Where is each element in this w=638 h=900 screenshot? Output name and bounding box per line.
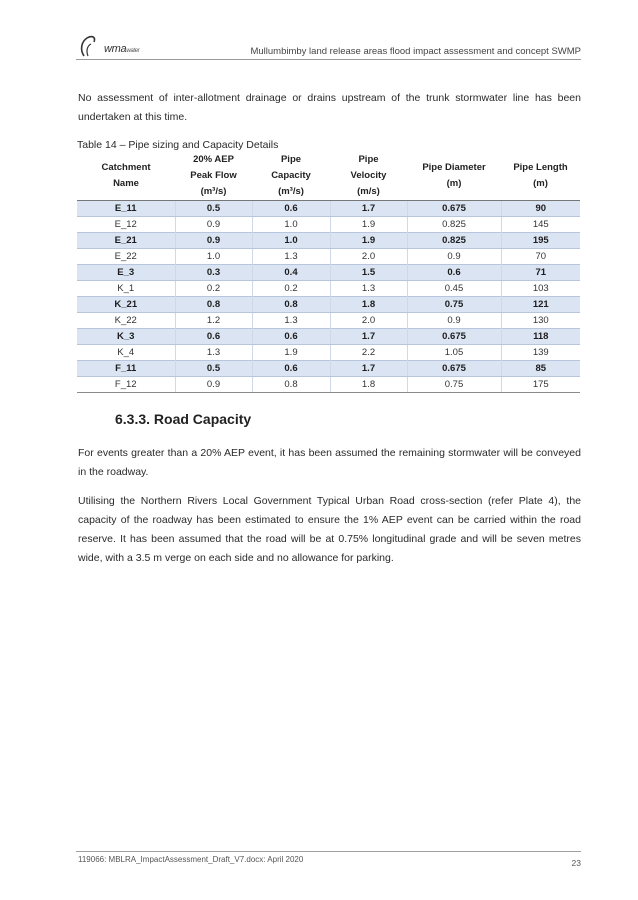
cell-catchment-name: E_11 xyxy=(77,201,175,217)
cell-peak-flow: 0.2 xyxy=(175,281,252,297)
header-peak-flow xyxy=(175,152,252,201)
cell-pipe-velocity: 1.9 xyxy=(330,233,407,249)
header-line: (m³/s) xyxy=(278,186,304,197)
header-pipe-diameter xyxy=(407,152,501,201)
cell-pipe-velocity: 1.9 xyxy=(330,217,407,233)
cell-peak-flow: 0.9 xyxy=(175,377,252,393)
cell-catchment-name: K_21 xyxy=(77,297,175,313)
cell-pipe-diameter: 0.75 xyxy=(407,377,501,393)
cell-catchment-name: K_4 xyxy=(77,345,175,361)
section-heading: 6.3.3. Road Capacity xyxy=(115,411,252,427)
cell-peak-flow: 0.6 xyxy=(175,329,252,345)
cell-pipe-diameter: 1.05 xyxy=(407,345,501,361)
cell-pipe-length: 103 xyxy=(532,283,549,294)
intro-paragraph: No assessment of inter-allotment drainage or drains upstream of the trunk stormwater line has been undertaken at this time. xyxy=(78,92,581,123)
cell-catchment-name: E_22 xyxy=(77,249,175,265)
footer-document-info: 119066: MBLRA_ImpactAssessment_Draft_V7.docx: April 2020 xyxy=(78,855,304,864)
header-line: Pipe xyxy=(280,154,302,165)
cell-peak-flow: 1.3 xyxy=(175,345,252,361)
cell-pipe-diameter: 0.825 xyxy=(407,233,501,249)
cell-peak-flow: 0.9 xyxy=(175,217,252,233)
header-catchment-name xyxy=(77,152,175,201)
page-number: 23 xyxy=(571,858,581,868)
table-row xyxy=(77,217,580,233)
table-row xyxy=(77,377,580,393)
cell-pipe-diameter: 0.6 xyxy=(407,265,501,281)
cell-pipe-velocity: 1.8 xyxy=(330,377,407,393)
table-row xyxy=(77,201,580,217)
cell-pipe-diameter: 0.675 xyxy=(407,329,501,345)
cell-pipe-velocity: 1.7 xyxy=(330,329,407,345)
cell-catchment-name: E_12 xyxy=(77,217,175,233)
cell-pipe-length: 175 xyxy=(501,377,580,393)
cell-pipe-diameter: 0.825 xyxy=(407,217,501,233)
cell-pipe-capacity: 1.0 xyxy=(252,217,330,233)
cell-pipe-capacity: 0.4 xyxy=(252,265,330,281)
cell-pipe-capacity: 0.6 xyxy=(252,329,330,345)
table-row xyxy=(77,297,580,313)
header-pipe-length xyxy=(501,152,580,201)
table-body xyxy=(77,201,580,393)
cell-pipe-length: 85 xyxy=(501,361,580,377)
cell-catchment-name: F_11 xyxy=(77,361,175,377)
road-capacity-paragraph-2: Utilising the Northern Rivers Local Government Typical Urban Road cross-section (refer Plate 4), the capacity of the roadway has been estimated to ensure the 1% AEP event can be carried within the road reserve. It has been assumed that the road will be at 0.75% longitudinal grade and will be seven metres wide, with a 3.5 m verge on each side and no allowance for parking. xyxy=(78,495,581,564)
cell-pipe-length: 145 xyxy=(532,219,549,230)
cell-pipe-capacity: 1.0 xyxy=(252,233,330,249)
header-line: Pipe Length xyxy=(513,162,568,173)
cell-catchment-name: F_12 xyxy=(77,377,175,393)
header-pipe-capacity xyxy=(252,152,330,201)
cell-pipe-capacity: 0.2 xyxy=(252,281,330,297)
table-row xyxy=(77,233,580,249)
cell-pipe-capacity: 0.6 xyxy=(252,201,330,217)
header-line: Name xyxy=(113,178,139,189)
cell-pipe-length: 139 xyxy=(532,347,549,358)
cell-pipe-capacity: 1.3 xyxy=(252,249,330,265)
cell-pipe-length: 130 xyxy=(532,315,549,326)
table-row xyxy=(77,249,580,265)
logo-sub-text: water xyxy=(126,48,140,54)
cell-peak-flow: 0.5 xyxy=(175,361,252,377)
header-line: (m) xyxy=(533,178,548,189)
cell-peak-flow: 0.5 xyxy=(175,201,252,217)
header-line: Pipe Diameter xyxy=(422,162,486,173)
header-line: Velocity xyxy=(350,170,387,181)
table-row xyxy=(77,345,580,361)
cell-pipe-capacity: 0.8 xyxy=(252,297,330,313)
header-line: Capacity xyxy=(271,170,311,181)
cell-pipe-diameter: 0.45 xyxy=(407,281,501,297)
road-capacity-paragraph-1: For events greater than a 20% AEP event, it has been assumed the remaining stormwater will be conveyed in the roadway. xyxy=(78,447,581,478)
cell-pipe-length: 195 xyxy=(501,233,580,249)
header-line: (m/s) xyxy=(357,186,380,197)
cell-pipe-diameter: 0.675 xyxy=(407,361,501,377)
cell-pipe-length: 90 xyxy=(501,201,580,217)
cell-peak-flow: 0.9 xyxy=(175,233,252,249)
header-divider xyxy=(76,59,581,60)
cell-pipe-diameter: 0.9 xyxy=(407,313,501,329)
cell-pipe-velocity: 1.7 xyxy=(330,361,407,377)
header-title: Mullumbimby land release areas flood impact assessment and concept SWMP xyxy=(250,46,581,57)
cell-pipe-diameter: 0.675 xyxy=(407,201,501,217)
cell-catchment-name: K_3 xyxy=(77,329,175,345)
cell-pipe-velocity: 2.0 xyxy=(330,249,407,265)
cell-pipe-length: 71 xyxy=(501,265,580,281)
table-row xyxy=(77,361,580,377)
cell-pipe-capacity: 1.9 xyxy=(252,345,330,361)
cell-pipe-velocity: 1.3 xyxy=(330,281,407,297)
cell-peak-flow: 0.8 xyxy=(175,297,252,313)
cell-pipe-diameter: 0.9 xyxy=(407,249,501,265)
cell-pipe-velocity: 2.0 xyxy=(330,313,407,329)
table-row xyxy=(77,329,580,345)
cell-pipe-capacity: 0.6 xyxy=(252,361,330,377)
cell-catchment-name: E_3 xyxy=(77,265,175,281)
cell-catchment-name: K_1 xyxy=(77,281,175,297)
header-line: (m) xyxy=(446,178,462,189)
cell-pipe-velocity: 1.7 xyxy=(330,201,407,217)
cell-pipe-velocity: 1.8 xyxy=(330,297,407,313)
cell-pipe-length: 70 xyxy=(535,251,547,262)
cell-peak-flow: 1.2 xyxy=(175,313,252,329)
pipe-sizing-table xyxy=(77,152,580,393)
cell-peak-flow: 1.0 xyxy=(175,249,252,265)
cell-pipe-capacity: 0.8 xyxy=(252,377,330,393)
table-header-row xyxy=(77,152,580,201)
cell-pipe-velocity: 2.2 xyxy=(330,345,407,361)
cell-catchment-name: E_21 xyxy=(77,233,175,249)
cell-pipe-length: 118 xyxy=(501,329,580,345)
logo-wordmark xyxy=(104,43,140,55)
cell-pipe-velocity: 1.5 xyxy=(330,265,407,281)
cell-pipe-capacity: 1.3 xyxy=(252,313,330,329)
header-line: 20% AEP xyxy=(193,154,234,165)
footer-divider xyxy=(76,851,581,852)
table-caption: Table 14 – Pipe sizing and Capacity Details xyxy=(77,139,279,151)
header-line: Pipe xyxy=(358,154,379,165)
cell-pipe-length: 121 xyxy=(501,297,580,313)
cell-peak-flow: 0.3 xyxy=(175,265,252,281)
header-line: Catchment xyxy=(101,162,151,173)
cell-pipe-diameter: 0.75 xyxy=(407,297,501,313)
header-line: Peak Flow xyxy=(190,170,237,181)
cell-catchment-name: K_22 xyxy=(77,313,175,329)
logo-main-text: wma xyxy=(104,43,127,55)
header-pipe-velocity xyxy=(330,152,407,201)
table-row xyxy=(77,265,580,281)
table-row xyxy=(77,313,580,329)
table-row xyxy=(77,281,580,297)
header-line: (m³/s) xyxy=(200,186,227,197)
